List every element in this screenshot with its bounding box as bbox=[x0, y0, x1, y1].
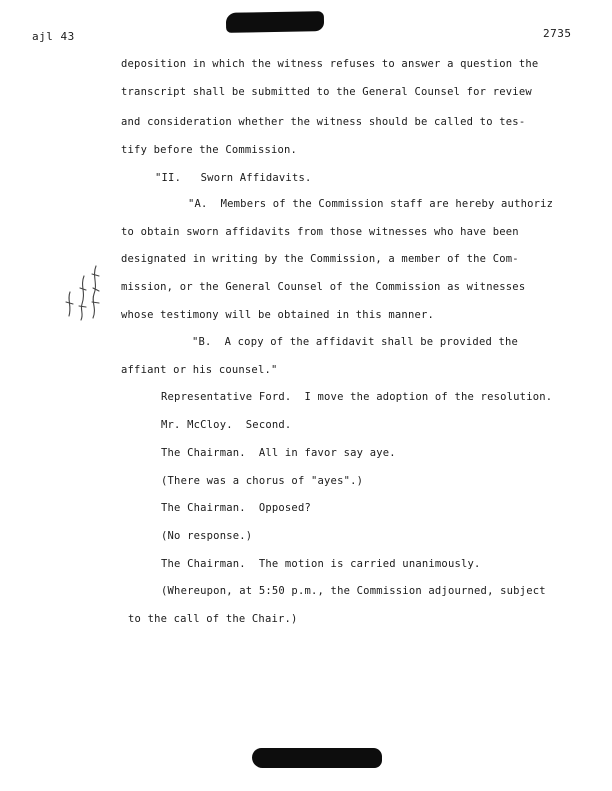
text-line-11: "B. A copy of the affidavit shall be provided the bbox=[192, 336, 519, 348]
text-line-1: deposition in which the witness refuses to answer a question the bbox=[121, 58, 539, 70]
text-line-2: transcript shall be submitted to the General Counsel for review bbox=[121, 86, 532, 98]
text-line-14: Mr. McCloy. Second. bbox=[161, 419, 292, 431]
text-line-6: "A. Members of the Commission staff are hereby authoriz bbox=[188, 198, 554, 210]
text-line-8: designated in writing by the Commission, a member of the Com- bbox=[121, 253, 519, 265]
header-code: ajl 43 bbox=[32, 30, 75, 43]
text-line-3: and consideration whether the witness should be called to tes- bbox=[121, 116, 526, 128]
text-line-15: The Chairman. All in favor say aye. bbox=[161, 447, 396, 459]
text-line-16: (There was a chorus of "ayes".) bbox=[161, 475, 364, 487]
text-line-21: to the call of the Chair.) bbox=[128, 613, 298, 625]
text-line-7: to obtain sworn affidavits from those witnesses who have been bbox=[121, 226, 519, 238]
section-heading-sworn-affidavits: "II. Sworn Affidavits. bbox=[155, 172, 312, 184]
page-number: 2735 bbox=[543, 27, 572, 40]
text-line-19: The Chairman. The motion is carried unanimously. bbox=[161, 558, 481, 570]
text-line-12: affiant or his counsel." bbox=[121, 364, 278, 376]
text-line-4: tify before the Commission. bbox=[121, 144, 298, 156]
text-line-10: whose testimony will be obtained in this manner. bbox=[121, 309, 435, 321]
redaction-bar-top bbox=[226, 11, 324, 33]
text-line-20: (Whereupon, at 5:50 p.m., the Commission adjourned, subject bbox=[161, 585, 546, 597]
text-line-9: mission, or the General Counsel of the Commission as witnesses bbox=[121, 281, 526, 293]
text-line-13: Representative Ford. I move the adoption of the resolution. bbox=[161, 391, 553, 403]
redaction-bar-bottom bbox=[252, 748, 382, 768]
text-line-18: (No response.) bbox=[161, 530, 253, 542]
text-line-17: The Chairman. Opposed? bbox=[161, 502, 311, 514]
handwritten-margin-annotation bbox=[62, 262, 106, 330]
